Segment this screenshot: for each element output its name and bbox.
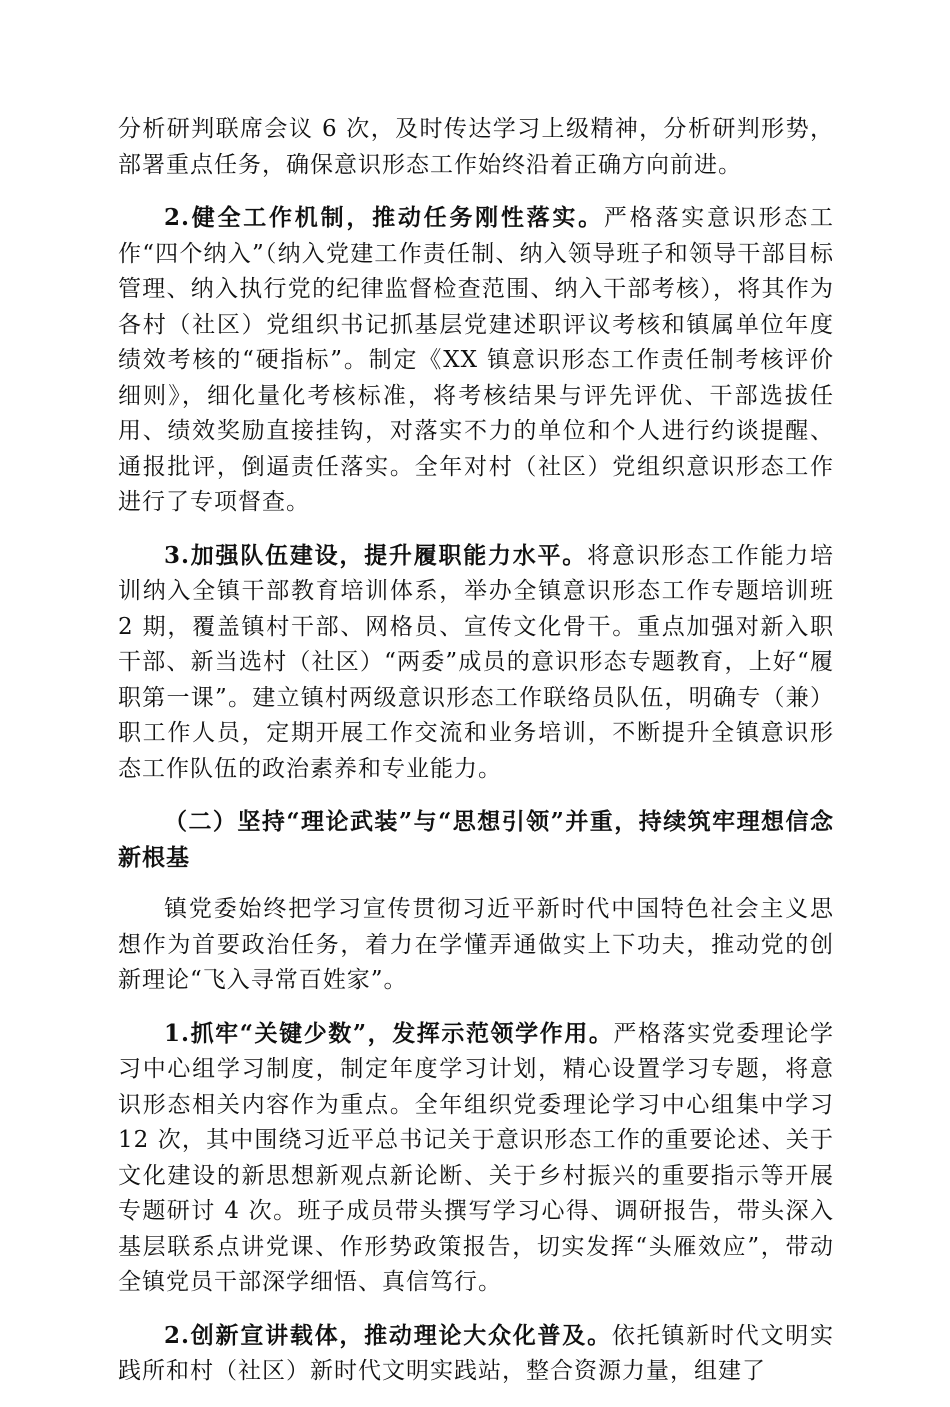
paragraph-text: 严格落实意识形态工作“四个纳入”（纳入党建工作责任制、纳入领导班子和领导干部目标管理、纳入执行党的纪律监督检查范围、纳入干部考核），将其作为各村（社区）党组织书记抓基层党建述职评议考核和镇属单位年度绩效考核的“硬指标”。制定《XX 镇意识形态工作责任制考核评价细则》，细化量化考核标准，将考核结果与评先评优、干部选拔任用、绩效奖励直接挂钩，对落实不力的单位和个人进行约谈提醒、通报批评，倒逼责任落实。全年对村（社区）党组织意识形态工作进行了专项督查。 [118,205,834,515]
paragraph-continuation [118,112,834,183]
paragraph-work-mechanism [118,200,834,521]
paragraph-key-minority [118,1016,834,1301]
paragraph-text: 依托镇新时代文明实践所和村（社区）新时代文明实践站，整合资源力量，组建了 [118,1322,835,1384]
paragraph-lead: 2.创新宣讲载体，推动理论大众化普及。 [164,1321,612,1349]
paragraph-lecture-carrier [118,1318,834,1390]
paragraph-text: 分析研判联席会议 6 次，及时传达学习上级精神，分析研判形势，部署重点任务，确保意识形态工作始终沿着正确方向前进。 [118,116,834,178]
paragraph-text: 将意识形态工作能力培训纳入全镇干部教育培训体系，举办全镇意识形态工作专题培训班 2 期，覆盖镇村干部、网格员、宣传文化骨干。重点加强对新入职干部、新当选村（社区）“两委”成员的意识形态专题教育，上好“履职第一课”。建立镇村两级意识形态工作联络员队伍，明确专（兼）职工作人员，定期开展工作交流和业务培训，不断提升全镇意识形态工作队伍的政治素养和专业能力。 [118,542,834,782]
section-heading: （二）坚持“理论武装”与“思想引领”并重，持续筑牢理想信念新根基 [118,808,834,871]
paragraph-lead: 3.加强队伍建设，提升履职能力水平。 [164,541,588,569]
paragraph-text: 镇党委始终把学习宣传贯彻习近平新时代中国特色社会主义思想作为首要政治任务，着力在学懂弄通做实上下功夫，推动党的创新理论“飞入寻常百姓家”。 [118,896,834,993]
document-page [118,112,834,1407]
paragraph-team-building [118,538,834,788]
paragraph-text: 严格落实党委理论学习中心组学习制度，制定年度学习计划，精心设置学习专题，将意识形态相关内容作为重点。全年组织党委理论学习中心组集中学习 12 次，其中围绕习近平总书记关于意识形态工作的重要论述、关于文化建设的新思想新观点新论断、关于乡村振兴的重要指示等开展专题研讨 4 次。班子成员带头撰写学习心得、调研报告，带头深入基层联系点讲党课、作形势政策报告，切实发挥“头雁效应”，带动全镇党员干部深学细悟、真信笃行。 [118,1020,834,1295]
paragraph-section-intro [118,892,834,999]
paragraph-lead: 2.健全工作机制，推动任务刚性落实。 [164,204,604,231]
paragraph-lead: 1.抓牢“关键少数”，发挥示范领学作用。 [164,1019,614,1047]
